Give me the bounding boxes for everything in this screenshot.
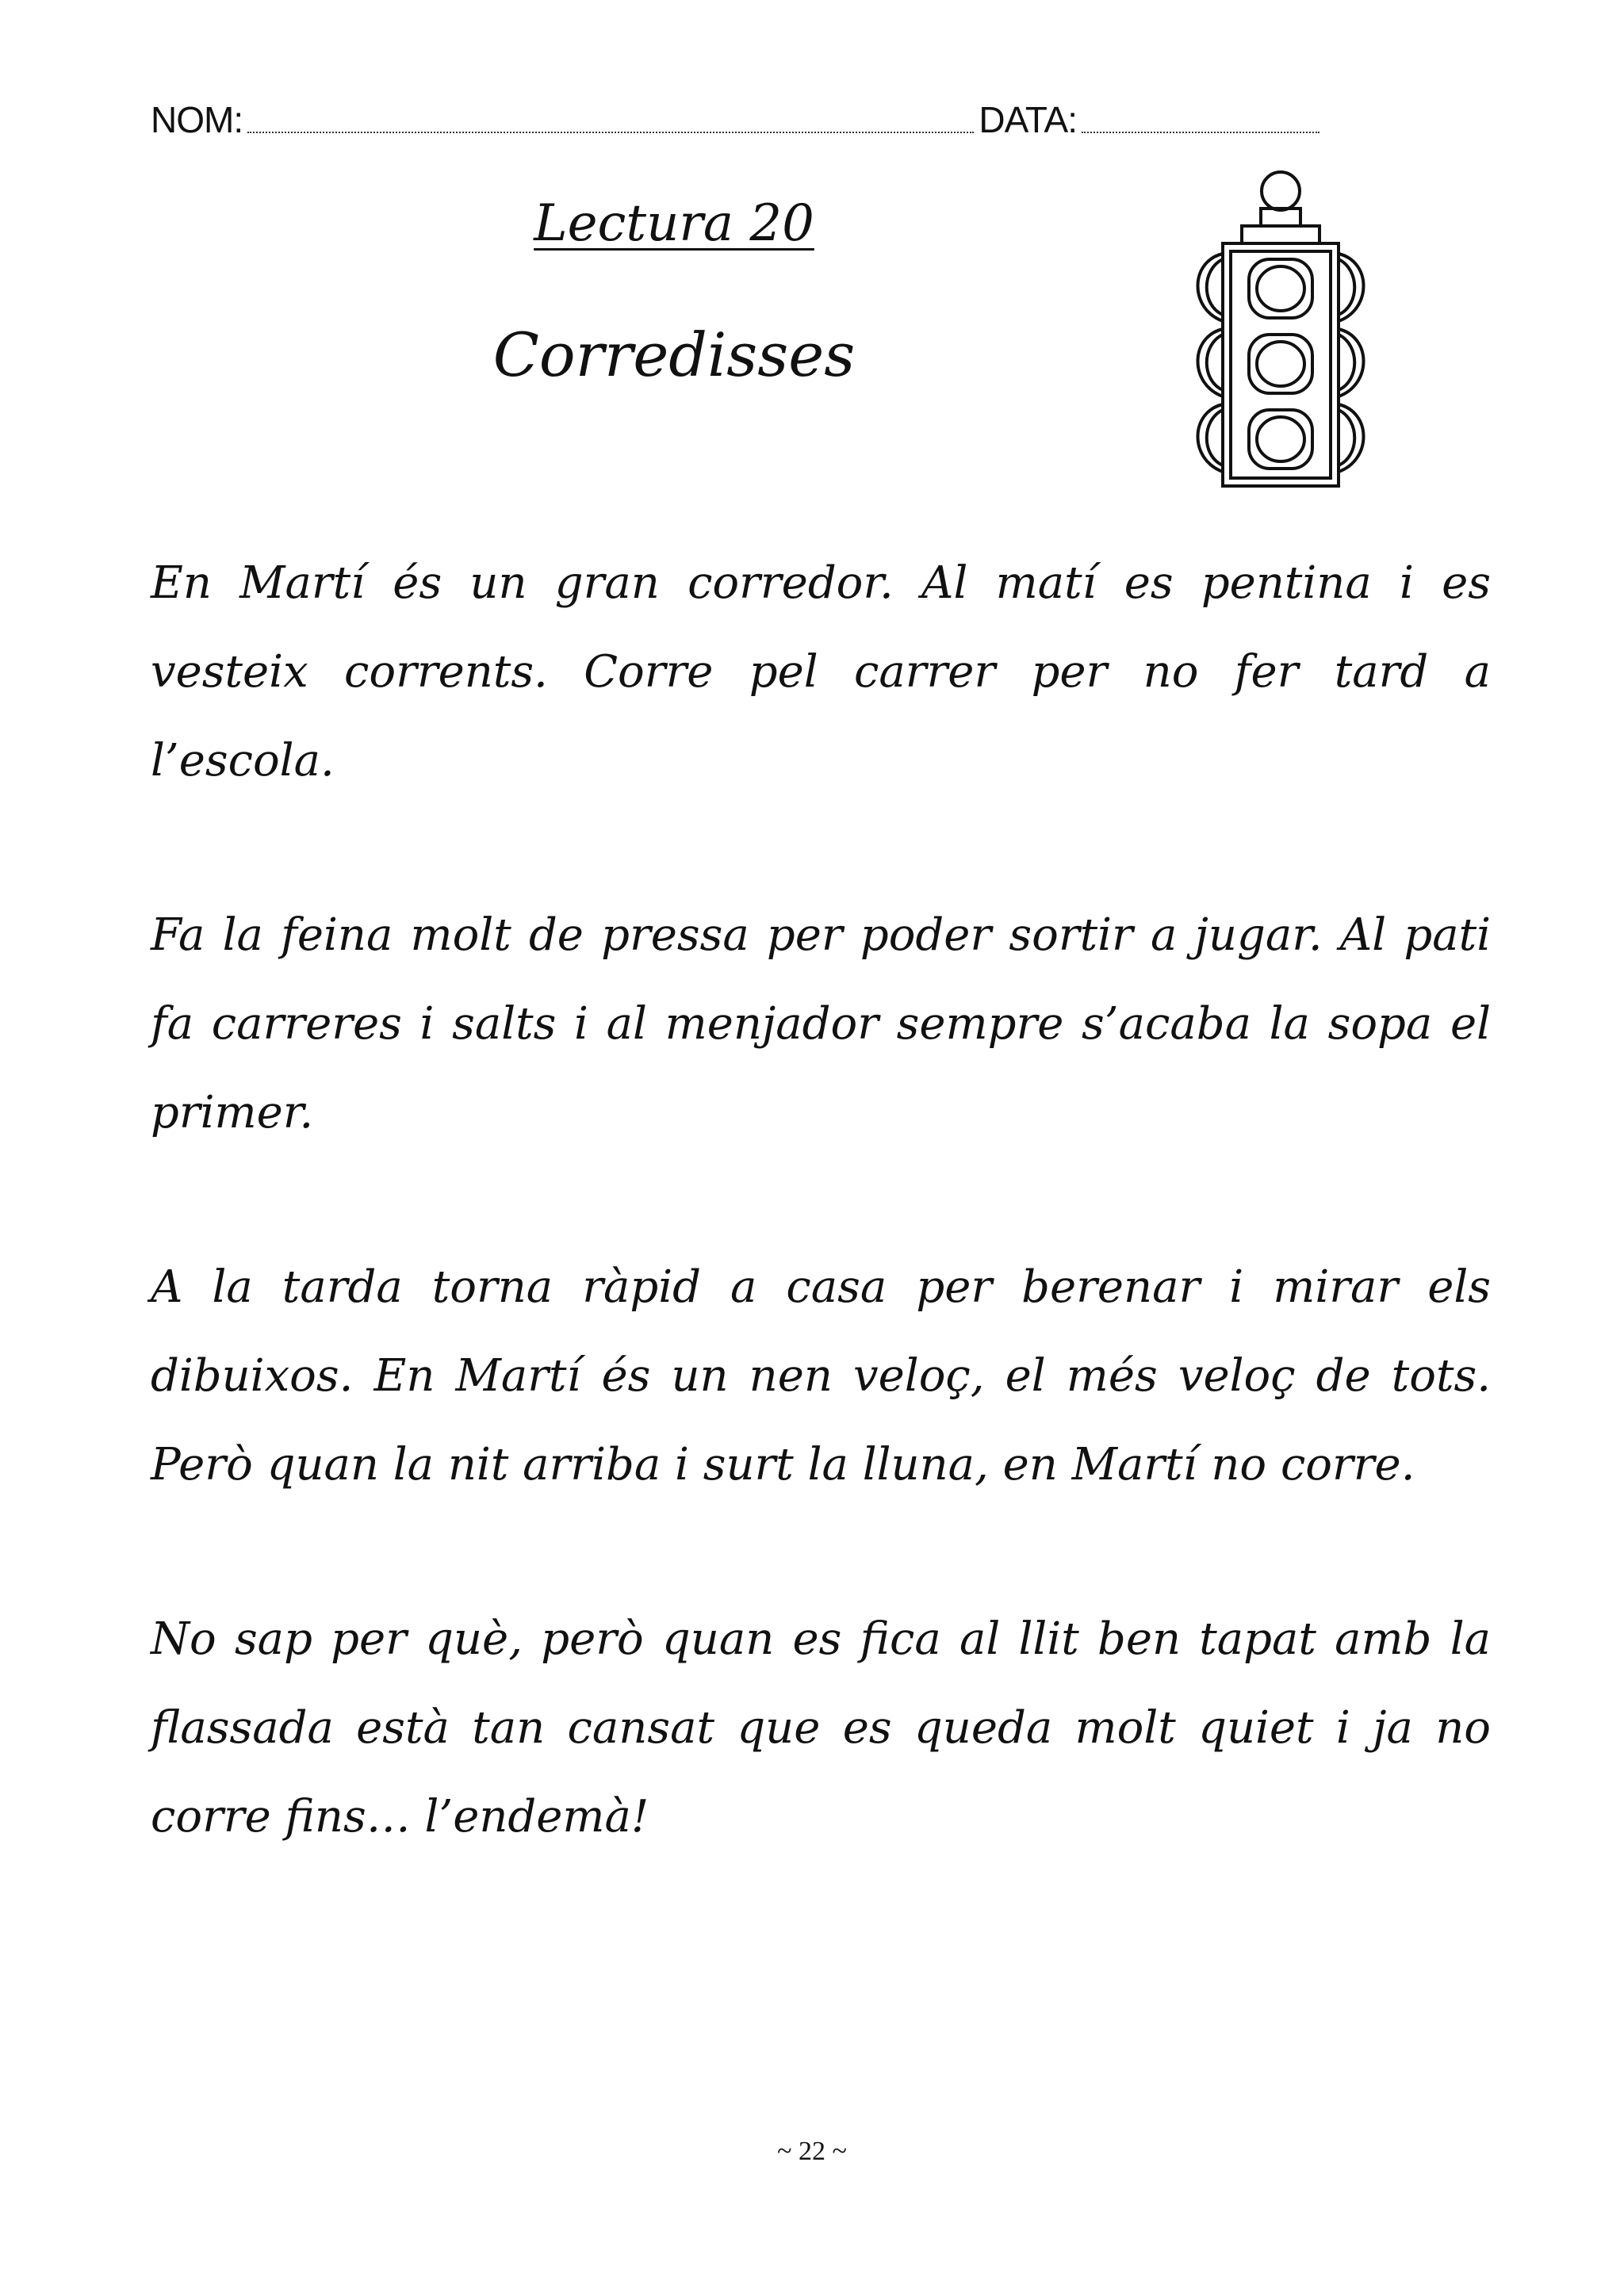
name-field[interactable]	[247, 132, 974, 133]
date-label: DATA:	[979, 99, 1077, 140]
paragraph-3: A la tarda torna ràpid a casa per berenar i mirar els dibuixos. En Martí és un nen veloç, el més veloç de tots. Però quan la nit arriba i surt la lluna, en Martí no corre.	[151, 1261, 1491, 1490]
header-line	[151, 94, 1324, 138]
traffic-light-icon	[1174, 163, 1388, 496]
paragraph-2: Fa la feina molt de pressa per poder sortir a jugar. Al pati fa carreres i salts i al menjador sempre s’acaba la sopa el primer.	[151, 909, 1491, 1138]
page-title	[476, 194, 872, 253]
name-label: NOM:	[151, 99, 243, 140]
page-number: ~ 22 ~	[777, 2137, 847, 2166]
story-text	[151, 539, 1491, 1947]
paragraph-1: En Martí és un gran corredor. Al matí es pentina i es vesteix corrents. Corre pel carrer per no fer tard a l’escola.	[151, 557, 1491, 786]
story-title: Corredisses	[492, 320, 856, 390]
paragraph-4: No sap per què, però quan es fica al llit ben tapat amb la flassada està tan cansat que es queda molt quiet i ja no corre fins… l’endemà!	[151, 1613, 1491, 1843]
date-field[interactable]	[1082, 132, 1320, 133]
title-text: Lectura 20	[534, 194, 814, 253]
